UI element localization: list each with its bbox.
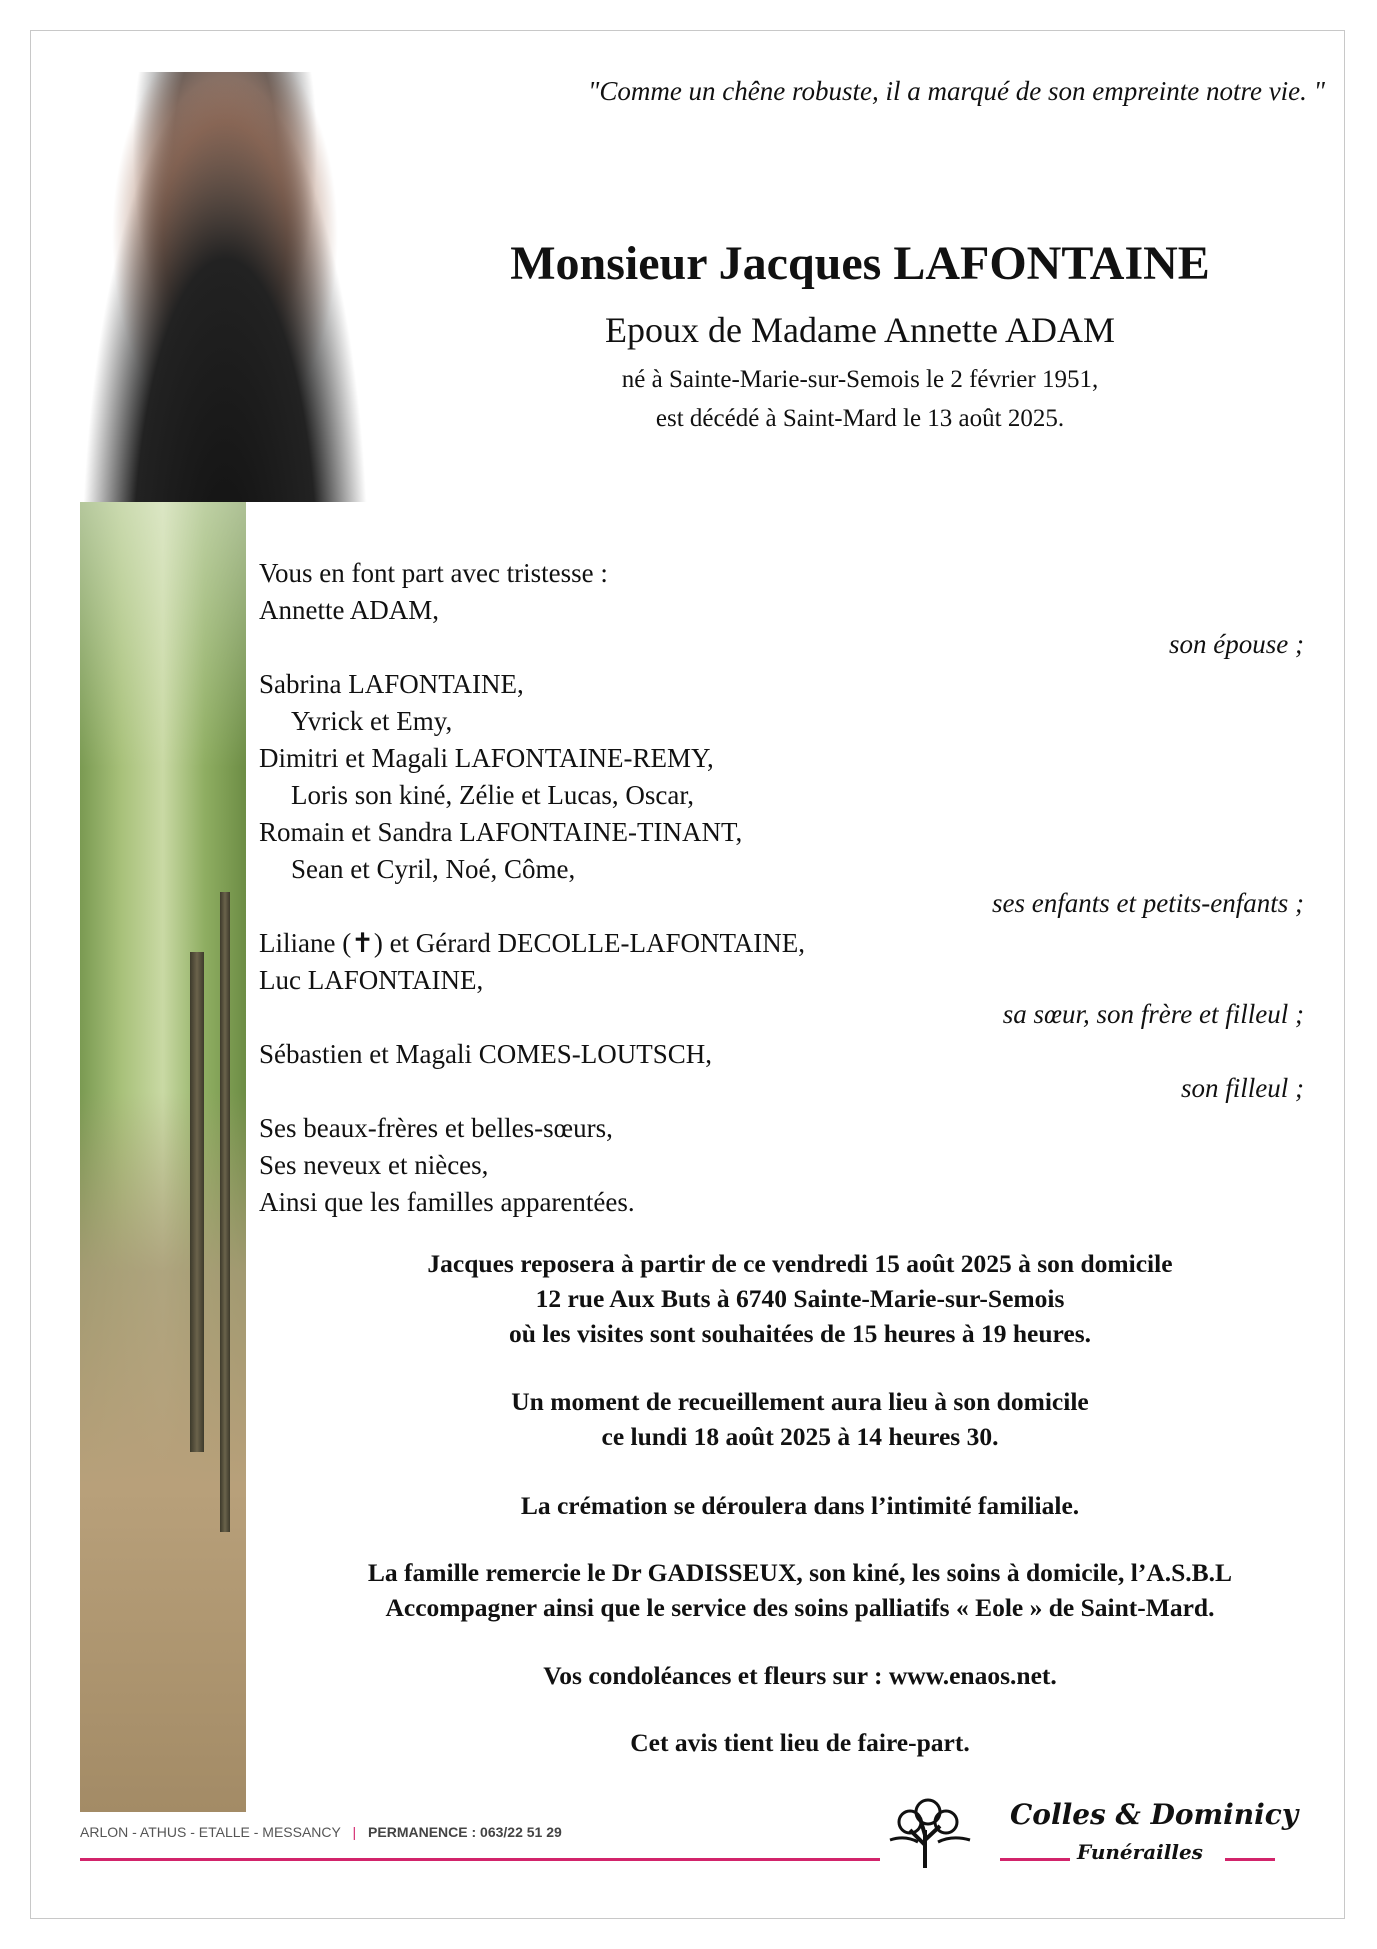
family-block-5 (259, 1110, 635, 1221)
family-member: Sean et Cyril, Noé, Côme, (291, 854, 576, 884)
family-intro: Vous en font part avec tristesse : (259, 558, 608, 588)
family-block-4 (259, 1036, 712, 1073)
logo-underline-left (1000, 1858, 1070, 1861)
family-member: Romain et Sandra LAFONTAINE-TINANT, (259, 817, 743, 847)
ceremony-date: ce lundi 18 août 2025 à 14 heures 30. (601, 1422, 999, 1451)
family-member: Yvrick et Emy, (291, 706, 453, 736)
birth-line: né à Sainte-Marie-sur-Semois le 2 février 1951, (621, 366, 1099, 393)
footer-locations: ARLON - ATHUS - ETALLE - MESSANCY (80, 1824, 341, 1840)
family-block-1 (259, 555, 608, 629)
footer-divider (80, 1858, 880, 1861)
family-block-3 (259, 925, 805, 999)
thanks-info (260, 1555, 1340, 1625)
thanks-line: La famille remercie le Dr GADISSEUX, son kiné, les soins à domicile, l’A.S.B.L (367, 1558, 1233, 1587)
footer-separator: | (352, 1824, 357, 1840)
relation-label: ses enfants et petits-enfants ; (992, 888, 1304, 918)
family-member: Dimitri et Magali LAFONTAINE-REMY, (259, 743, 714, 773)
family-block-2 (259, 666, 742, 888)
condolences-info: Vos condoléances et fleurs sur : www.enaos.net. (543, 1661, 1057, 1690)
brand-subtitle: Funérailles (1077, 1840, 1203, 1864)
ceremony-info (260, 1384, 1340, 1454)
family-member: Sabrina LAFONTAINE, (259, 669, 524, 699)
visit-hours: où les visites sont souhaitées de 15 heures à 19 heures. (508, 1319, 1092, 1348)
deceased-name: Monsieur Jacques LAFONTAINE (510, 237, 1210, 290)
ceremony-line: Un moment de recueillement aura lieu à son domicile (511, 1387, 1089, 1416)
tree-trunk (190, 952, 204, 1452)
family-member: Sébastien et Magali COMES-LOUTSCH, (259, 1039, 712, 1069)
visit-address: 12 rue Aux Buts à 6740 Sainte-Marie-sur-Semois (535, 1284, 1065, 1313)
family-member: Liliane (✝) et Gérard DECOLLE-LAFONTAINE, (259, 928, 806, 958)
relation-label: sa sœur, son frère et filleul ; (1002, 999, 1304, 1029)
cremation-info: La crémation se déroulera dans l’intimité familiale. (520, 1491, 1080, 1520)
tree-logo-icon (880, 1790, 990, 1870)
visit-info (260, 1246, 1340, 1351)
death-line: est décédé à Saint-Mard le 13 août 2025. (655, 405, 1065, 432)
family-member: Ses beaux-frères et belles-sœurs, (259, 1113, 613, 1143)
brand-name: Colles & Dominicy (1010, 1798, 1299, 1831)
footer-contact (80, 1824, 562, 1840)
spouse-line: Epoux de Madame Annette ADAM (605, 310, 1115, 350)
family-member: Luc LAFONTAINE, (259, 965, 484, 995)
family-member: Ses neveux et nièces, (259, 1150, 489, 1180)
footer-permanence: PERMANENCE : 063/22 51 29 (368, 1824, 562, 1840)
epitaph-quote: "Comme un chêne robuste, il a marqué de son empreinte notre vie. " (587, 76, 1325, 106)
visit-line: Jacques reposera à partir de ce vendredi 15 août 2025 à son domicile (427, 1249, 1173, 1278)
portrait-photo (80, 72, 370, 502)
relation-label: son filleul ; (1181, 1073, 1304, 1103)
relation-label: son épouse ; (1169, 629, 1304, 659)
family-member: Loris son kiné, Zélie et Lucas, Oscar, (291, 780, 695, 810)
family-member: Annette ADAM, (259, 595, 439, 625)
notice-info: Cet avis tient lieu de faire-part. (630, 1728, 970, 1757)
tree-trunk (220, 892, 230, 1532)
family-member: Ainsi que les familles apparentées. (259, 1187, 635, 1217)
logo-underline-right (1225, 1858, 1275, 1861)
thanks-line: Accompagner ainsi que le service des soins palliatifs « Eole » de Saint-Mard. (385, 1593, 1215, 1622)
